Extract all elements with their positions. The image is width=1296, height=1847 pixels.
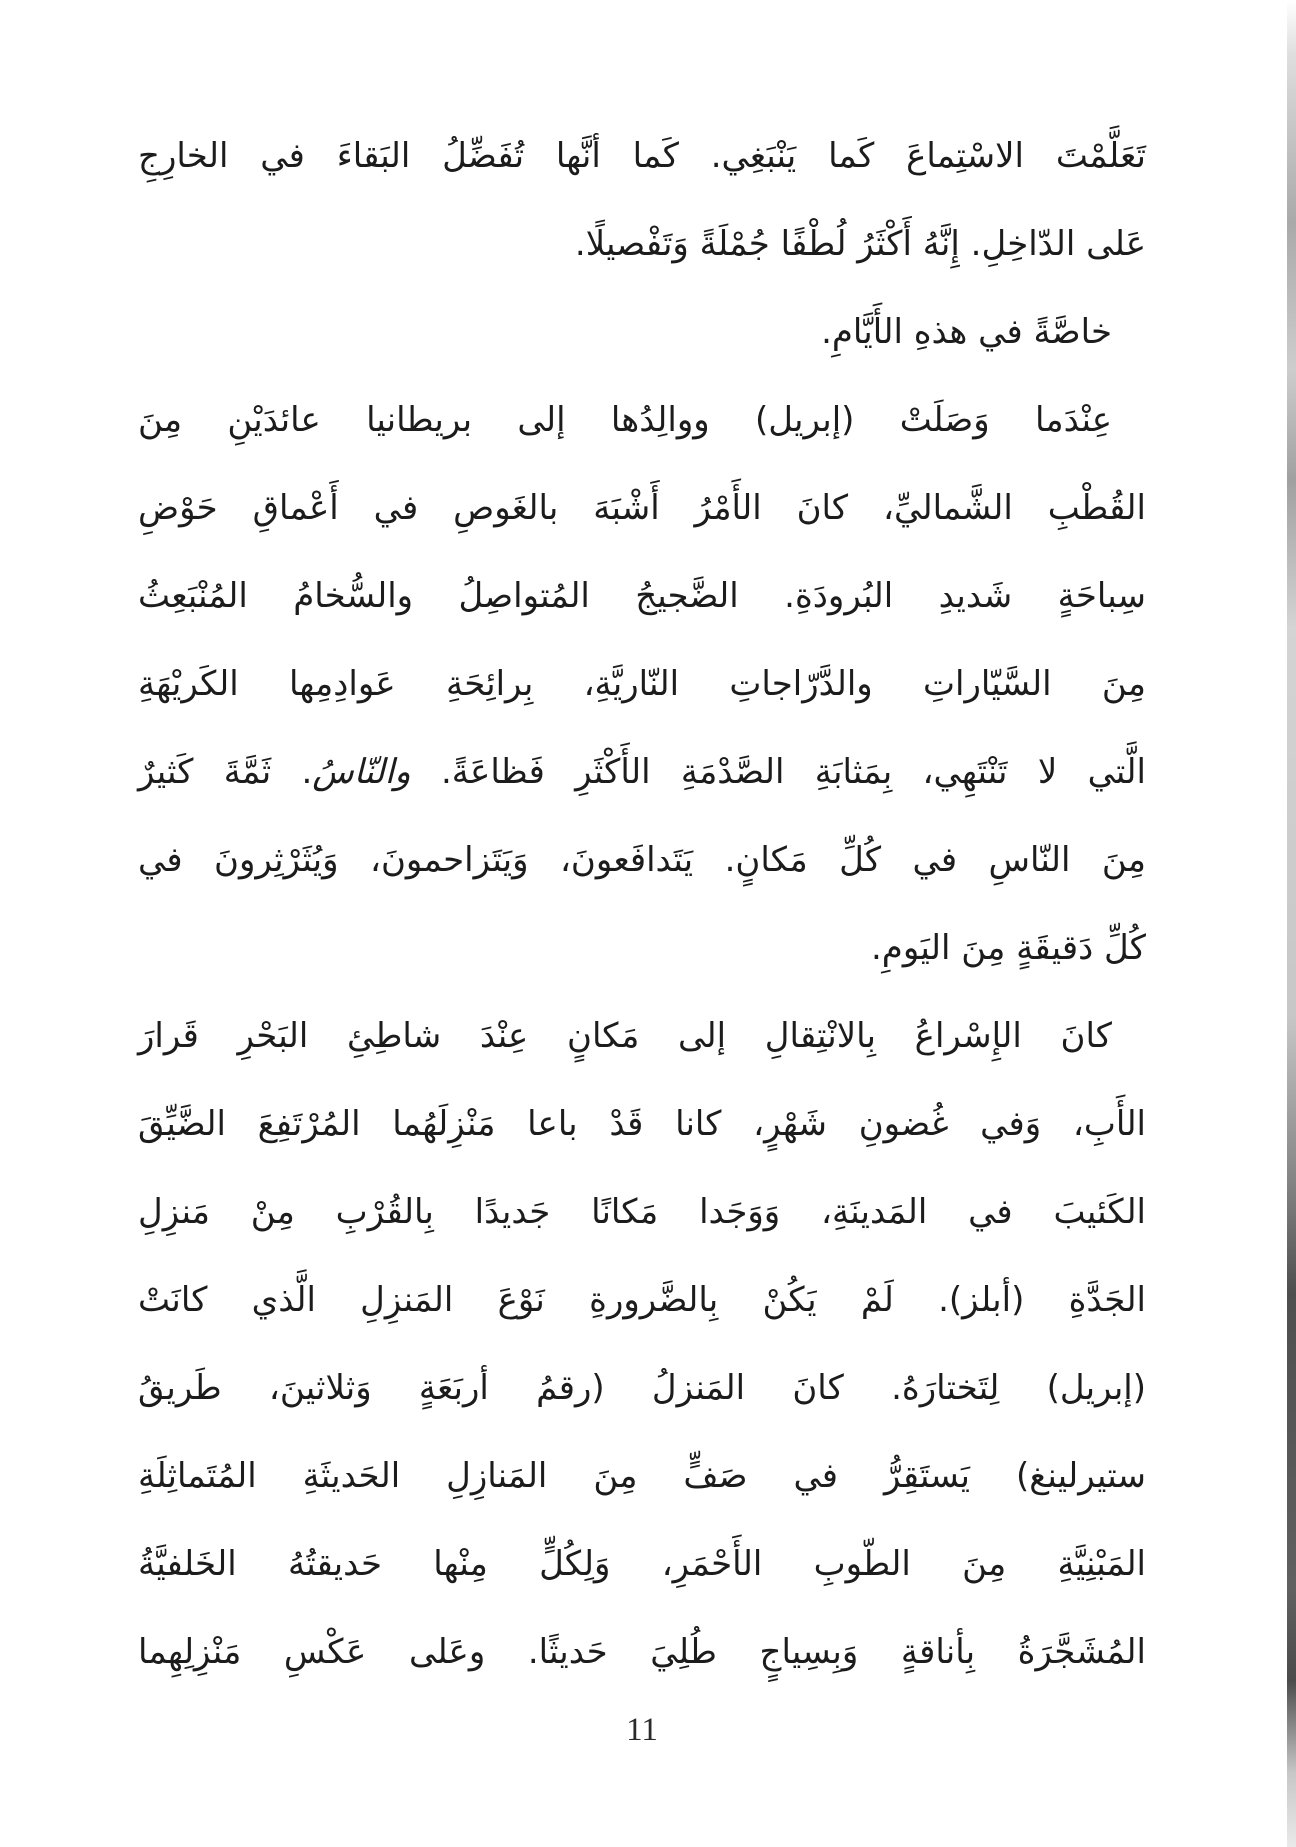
italic-text: والنّاسُ <box>312 752 411 792</box>
text-line <box>138 1168 1146 1256</box>
text-segment: الَّتي لا تَنْتَهِي، بِمَثابَةِ الصَّدْمَةِ الأَكْثَرِ فَظاعَةً. <box>410 752 1146 792</box>
text-segment: سِباحَةٍ شَديدِ البُرودَةِ. الضَّجيجُ المُتواصِلُ والسُّخامُ المُنْبَعِثُ <box>138 576 1146 616</box>
text-segment: . ثَمَّةَ كَثيرٌ <box>138 752 313 792</box>
text-segment: الأَبِ، وَفي غُضونِ شَهْرٍ، كانا قَدْ باعا مَنْزِلَهُما المُرْتَفِعَ الضَّيِّقَ <box>138 1104 1146 1144</box>
text-segment: ستيرلينغ) يَستَقِرُّ في صَفٍّ مِنَ المَنازِلِ الحَديثَةِ المُتَماثِلَةِ <box>138 1456 1146 1496</box>
text-line <box>138 1520 1146 1608</box>
text-segment: مِنَ السَّيّاراتِ والدَّرّاجاتِ النّاريَّةِ، بِرائِحَةِ عَوادِمِها الكَريْهَةِ <box>138 664 1146 704</box>
text-segment: عَلى الدّاخِلِ. إِنَّهُ أَكْثَرُ لُطْفًا جُمْلَةً وَتَفْصيلًا. <box>574 224 1146 264</box>
text-line <box>138 376 1146 464</box>
text-segment: الجَدَّةِ (أبلز). لَمْ يَكُنْ بِالضَّرورةِ نَوْعَ المَنزِلِ الَّذي كانَتْ <box>138 1280 1146 1320</box>
text-line <box>138 112 1146 200</box>
text-line <box>138 640 1146 728</box>
text-segment: تَعَلَّمْتَ الاسْتِماعَ كَما يَنْبَغِي. كَما أنَّها تُفَضِّلُ البَقاءَ في الخارِجِ <box>138 136 1146 176</box>
text-line <box>138 816 1146 904</box>
text-line <box>138 200 1146 288</box>
text-line <box>138 1432 1146 1520</box>
text-line <box>138 992 1146 1080</box>
text-segment: عِنْدَما وَصَلَتْ (إبريل) ووالِدُها إلى بريطانيا عائدَيْنِ مِنَ <box>138 400 1112 440</box>
text-line <box>138 1256 1146 1344</box>
text-line <box>138 904 1146 992</box>
text-line <box>138 728 1146 816</box>
text-segment: المَبْنِيَّةِ مِنَ الطّوبِ الأَحْمَرِ، وَلِكُلٍّ مِنْها حَديقتُهُ الخَلفيَّةُ <box>138 1544 1146 1584</box>
text-segment: كانَ الإِسْراعُ بِالانْتِقالِ إلى مَكانٍ عِنْدَ شاطِئِ البَحْرِ قَرارَ <box>138 1016 1112 1056</box>
text-segment: خاصَّةً في هذهِ الأَيَّامِ. <box>821 312 1112 352</box>
text-line <box>138 288 1146 376</box>
text-segment: كُلِّ دَقيقَةٍ مِنَ اليَومِ. <box>870 928 1146 968</box>
text-segment: (إبريل) لِتَختارَهُ. كانَ المَنزلُ (رقمُ أربَعَةٍ وَثلاثينَ، طَريقُ <box>138 1368 1146 1408</box>
text-line <box>138 464 1146 552</box>
text-segment: الكَئيبَ في المَدينَةِ، وَوَجَدا مَكانًا جَديدًا بِالقُرْبِ مِنْ مَنزِلِ <box>138 1192 1146 1232</box>
scan-edge-artifact <box>1287 0 1296 1847</box>
page-number: 11 <box>626 1712 658 1748</box>
text-line <box>138 1608 1146 1696</box>
text-line <box>138 1080 1146 1168</box>
text-segment: القُطْبِ الشَّماليِّ، كانَ الأَمْرُ أَشْبَهَ بالغَوصِ في أَعْماقِ حَوْضِ <box>138 488 1146 528</box>
text-block <box>138 112 1146 1696</box>
text-line <box>138 1344 1146 1432</box>
text-line <box>138 552 1146 640</box>
text-segment: المُشَجَّرَةُ بِأناقةٍ وَبِسِياجٍ طُلِيَ حَديثًا. وعَلى عَكْسِ مَنْزِلِهِما <box>138 1632 1146 1672</box>
text-segment: مِنَ النّاسِ في كُلِّ مَكانٍ. يَتَدافَعونَ، وَيَتَزاحمونَ، وَيُثَرْثِرونَ في <box>138 840 1146 880</box>
